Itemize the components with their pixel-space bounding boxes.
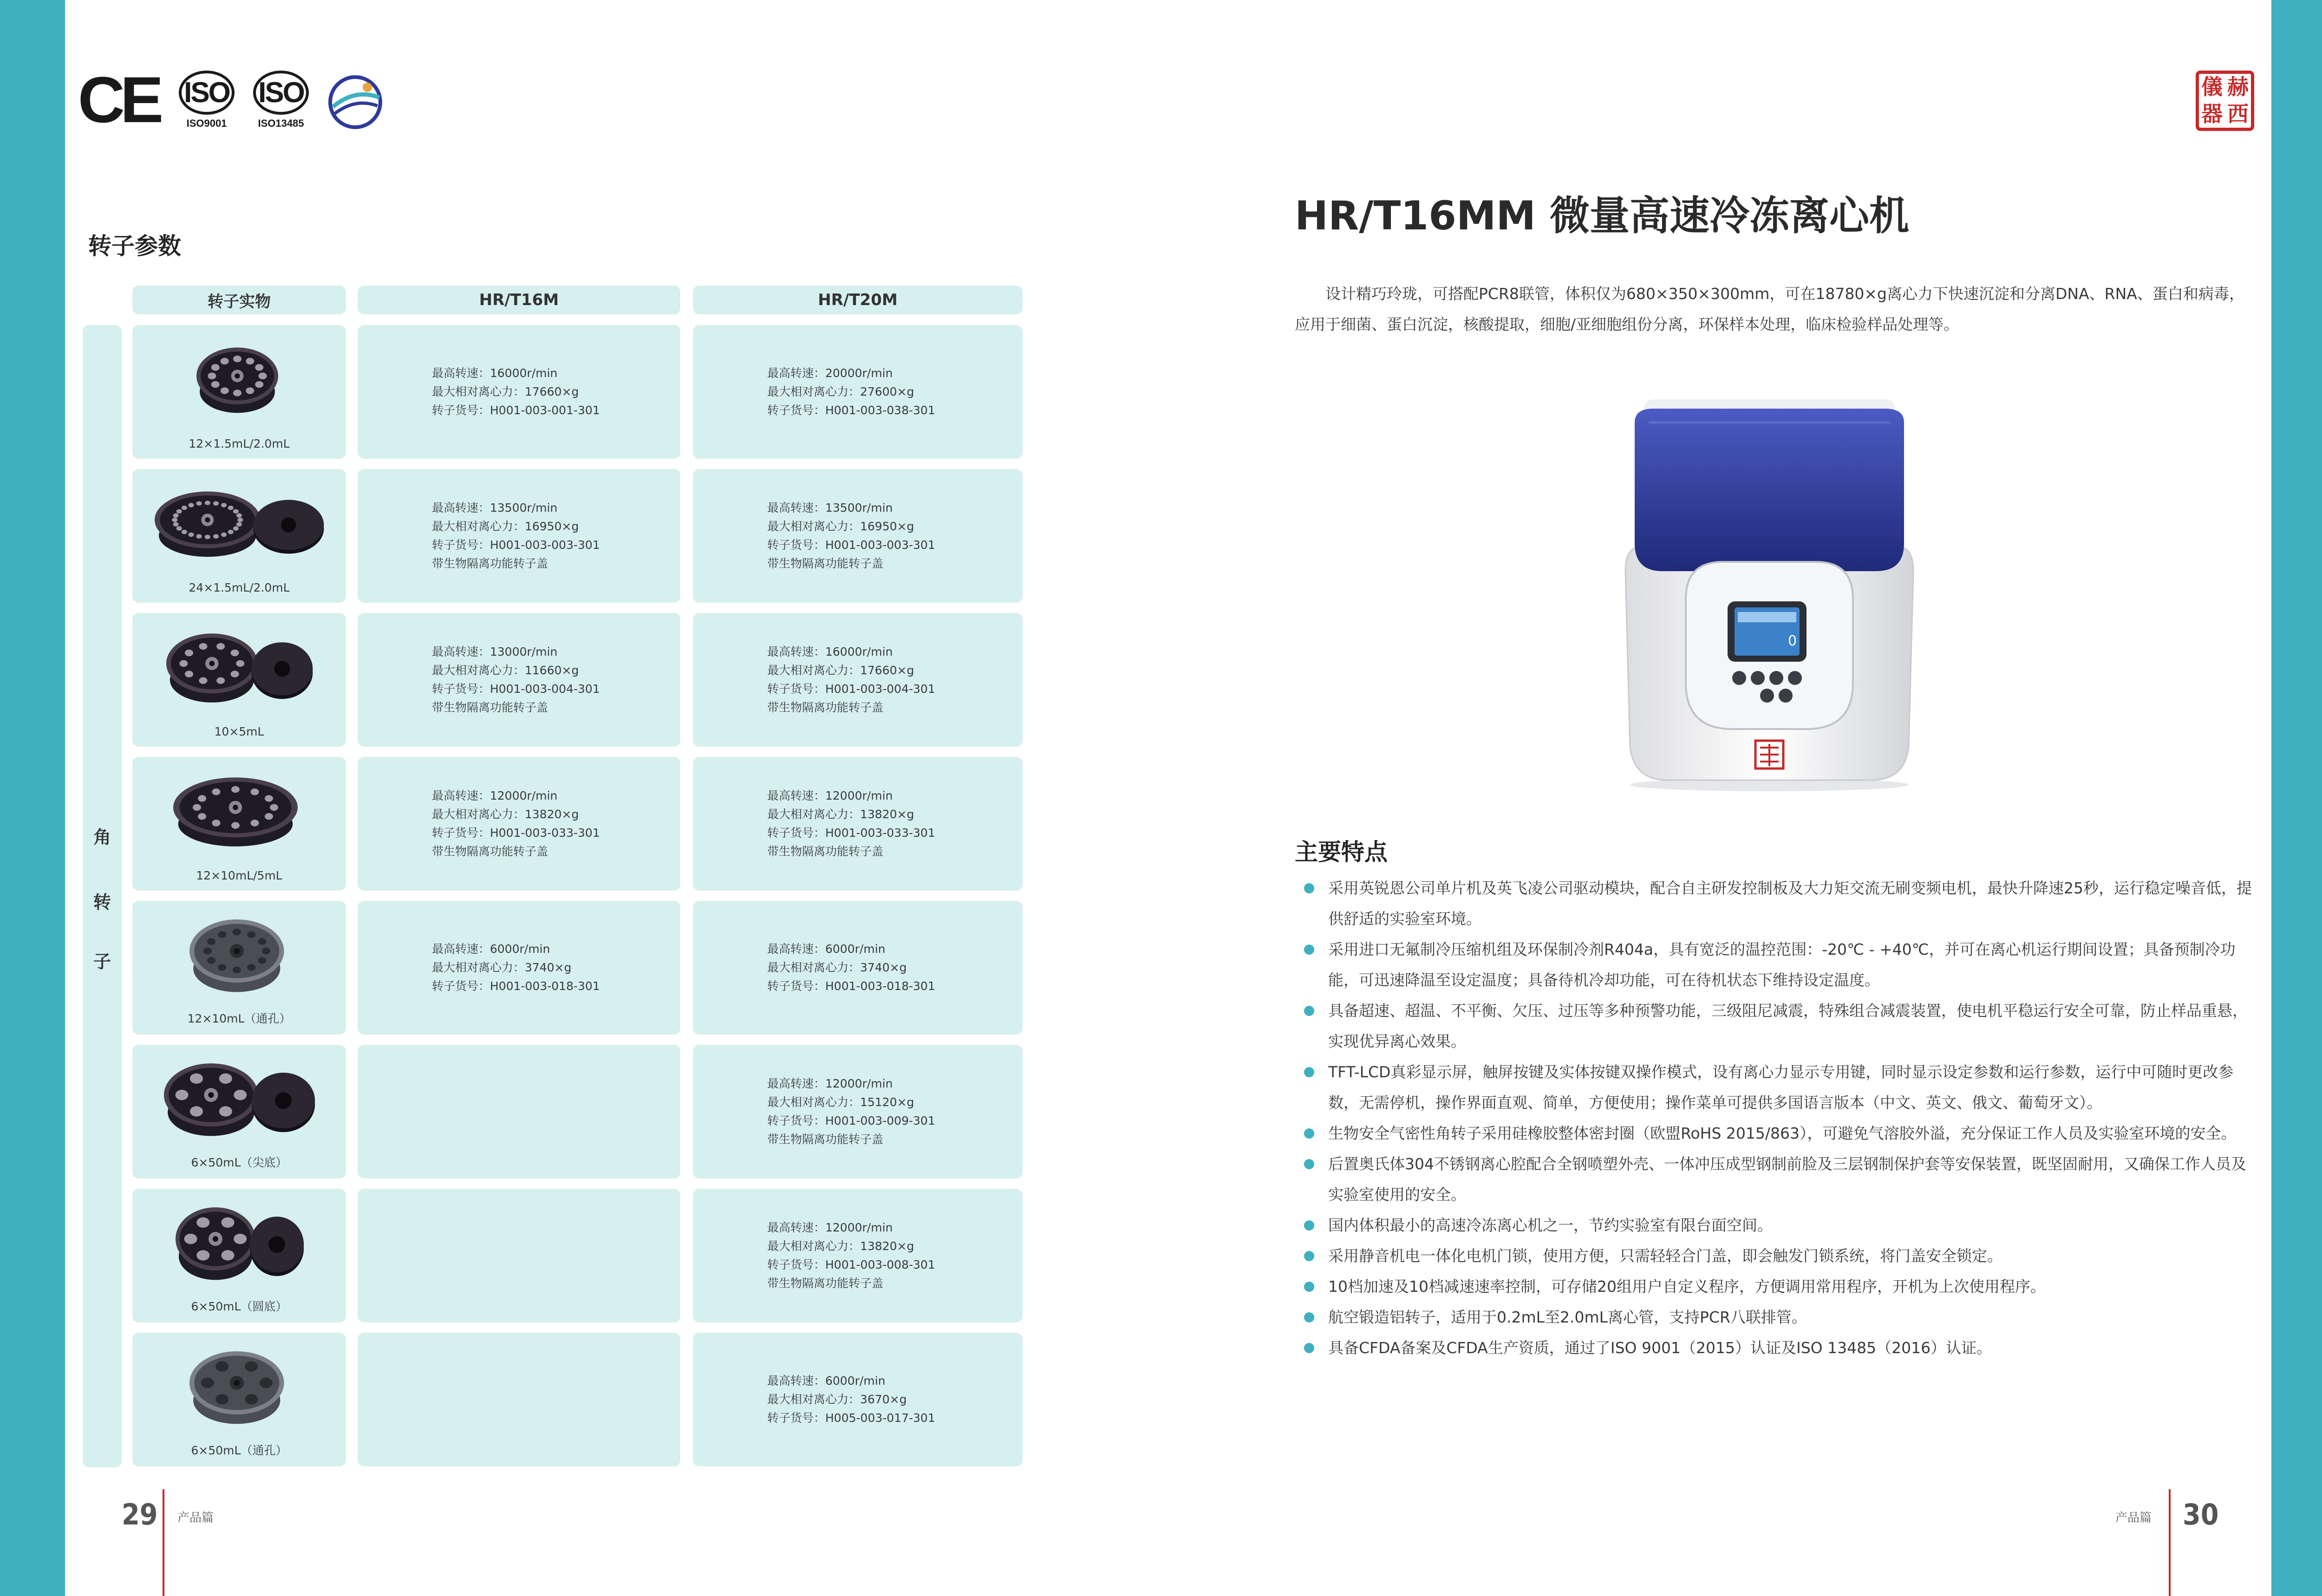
hr-t16m-specs — [432, 499, 676, 573]
rotor-capacity-caption: 12×10mL/5mL — [196, 869, 282, 882]
hr-t20m-spec-cell — [693, 1045, 1023, 1179]
header-rotor-image: 转子实物 — [132, 286, 346, 314]
rotor-icon — [163, 626, 316, 715]
features-title: 主要特点 — [1295, 839, 1388, 866]
rotor-icon — [151, 485, 327, 568]
rotor-icon — [172, 1200, 307, 1293]
spec-line: 转子货号：H001-003-033-301 — [767, 826, 935, 840]
hr-t20m-specs — [767, 787, 1018, 861]
spec-line: 最高转速：13500r/min — [767, 501, 893, 515]
feature-item: 航空锻造铝转子，适用于0.2mL至2.0mL离心管，支持PCR八联排管。 — [1304, 1302, 2256, 1333]
header-hr-t16m: HR/T16M — [358, 286, 680, 314]
spec-line: 最大相对离心力：16950×g — [432, 520, 579, 533]
hr-t16m-spec-cell — [358, 757, 680, 891]
centrifuge-product-image — [1616, 395, 1923, 794]
spec-line: 转子货号：H001-003-001-301 — [432, 404, 600, 417]
feature-item: TFT-LCD真彩显示屏，触屏按键及实体按键双操作模式，设有离心力显示专用键，同时显示设定参数和运行参数，运行中可随时更改参数，无需停机，操作界面直观、简单，方便使用；操作菜单可提供多国语言版本（中文、英文、俄文、葡萄牙文）。 — [1304, 1057, 2256, 1118]
product-intro: 设计精巧玲珑，可搭配PCR8联管，体积仅为680×350×300mm，可在18780×g离心力下快速沉淀和分离DNA、RNA、蛋白和病毒，应用于细菌、蛋白沉淀，核酸提取，细胞/亚细胞组份分离，环保样本处理，临床检验样品处理等。 — [1295, 285, 2244, 333]
feature-item: 后置奥氏体304不锈钢离心腔配合全钢喷塑外壳、一体冲压成型钢制前脸及三层钢制保护套等安保装置，既坚固耐用，又确保工作人员及实验室使用的安全。 — [1304, 1149, 2256, 1210]
spec-line: 最高转速：13000r/min — [432, 645, 558, 658]
spec-line: 最大相对离心力：3670×g — [767, 1393, 907, 1406]
hr-t20m-specs — [767, 643, 1018, 717]
page-number-right: 30 — [2183, 1498, 2219, 1531]
left-margin-band — [0, 0, 65, 1596]
rotor-capacity-caption: 6×50mL（尖底） — [191, 1156, 287, 1169]
hr-t16m-specs — [432, 787, 676, 861]
rotor-image-cell — [132, 1333, 346, 1466]
spec-line: 最大相对离心力：13820×g — [432, 808, 579, 821]
hr-t20m-specs — [767, 499, 1018, 573]
rotor-icon — [193, 341, 286, 424]
spec-line: 带生物隔离功能转子盖 — [432, 701, 548, 714]
feature-item: 具备CFDA备案及CFDA生产资质，通过了ISO 9001（2015）认证及ISO 13485（2016）认证。 — [1304, 1333, 2256, 1363]
spec-line: 最大相对离心力：13820×g — [767, 1239, 914, 1253]
feature-item: 10档加速及10档减速速率控制，可存储20组用户自定义程序，方便调用常用程序，开机为上次使用程序。 — [1304, 1271, 2256, 1302]
spec-line: 转子货号：H005-003-017-301 — [767, 1411, 935, 1425]
spec-line: 转子货号：H001-003-004-301 — [767, 682, 935, 696]
spec-line: 最大相对离心力：27600×g — [767, 385, 914, 398]
rotor-icon — [186, 912, 293, 1005]
spec-line: 带生物隔离功能转子盖 — [767, 1277, 884, 1290]
seal-char: 器 — [2201, 101, 2223, 126]
side-label-char: 角 — [93, 827, 111, 847]
spec-line: 转子货号：H001-003-003-301 — [432, 538, 600, 552]
spec-line: 转子货号：H001-003-018-301 — [432, 979, 600, 993]
brand-seal-logo — [2196, 71, 2254, 131]
feature-item: 生物安全气密性角转子采用硅橡胶整体密封圈（欧盟RoHS 2015/863），可避免气溶胶外溢，充分保证工作人员及实验室环境的安全。 — [1304, 1118, 2256, 1149]
spec-line: 最大相对离心力：17660×g — [432, 385, 579, 398]
spec-line: 最高转速：6000r/min — [767, 1374, 886, 1388]
spec-line: 转子货号：H001-003-003-301 — [767, 538, 935, 552]
certification-logo-icon — [327, 74, 383, 130]
spec-line: 最高转速：20000r/min — [767, 366, 893, 380]
ce-mark-icon: CE — [78, 63, 159, 136]
hr-t20m-specs — [767, 1075, 1018, 1149]
spec-line: 转子货号：H001-003-038-301 — [767, 404, 935, 417]
hr-t20m-spec-cell — [693, 613, 1023, 747]
header-hr-t20m: HR/T20M — [693, 286, 1023, 314]
rotor-capacity-caption: 12×1.5mL/2.0mL — [189, 437, 290, 450]
iso-caption: ISO9001 — [186, 117, 227, 129]
spec-line: 最高转速：16000r/min — [767, 645, 893, 658]
rotor-capacity-caption: 12×10mL（通孔） — [187, 1012, 291, 1025]
hr-t16m-spec-cell — [358, 1045, 680, 1179]
right-margin-band — [2271, 0, 2322, 1596]
hr-t16m-specs — [432, 643, 676, 717]
hr-t20m-specs — [767, 1372, 1018, 1427]
iso-globe-icon: ISO — [253, 71, 309, 115]
rotor-image-cell — [132, 901, 346, 1035]
page-number-left: 29 — [122, 1498, 158, 1531]
seal-char: 赫 — [2227, 74, 2249, 99]
hr-t20m-specs — [767, 364, 1018, 420]
side-label-char: 转 — [93, 892, 111, 912]
spec-line: 最大相对离心力：3740×g — [767, 961, 907, 974]
spec-line: 带生物隔离功能转子盖 — [767, 701, 884, 714]
spec-line: 最高转速：16000r/min — [432, 366, 558, 380]
spec-line: 最高转速：12000r/min — [767, 1077, 893, 1090]
rotor-image-cell — [132, 325, 346, 459]
features-list — [1304, 873, 2256, 1363]
spec-line: 最高转速：6000r/min — [767, 942, 886, 956]
spec-line: 带生物隔离功能转子盖 — [432, 845, 548, 858]
hr-t20m-spec-cell — [693, 469, 1023, 603]
rotor-capacity-caption: 24×1.5mL/2.0mL — [189, 581, 290, 594]
spec-line: 最大相对离心力：17660×g — [767, 664, 914, 677]
hr-t16m-spec-cell — [358, 325, 680, 459]
iso9001-badge — [176, 70, 237, 130]
spec-line: 转子货号：H001-003-033-301 — [432, 826, 600, 840]
feature-item: 具备超速、超温、不平衡、欠压、过压等多种预警功能，三级阻尼减震，特殊组合减震装置，使电机平稳运行安全可靠，防止样品重悬，实现优异离心效果。 — [1304, 996, 2256, 1057]
hr-t16m-specs — [432, 940, 676, 996]
spec-line: 最大相对离心力：15120×g — [767, 1095, 914, 1109]
spec-line: 转子货号：H001-003-009-301 — [767, 1114, 935, 1127]
hr-t16m-spec-cell — [358, 1333, 680, 1466]
side-label-char: 子 — [93, 951, 111, 972]
feature-item: 采用英锐恩公司单片机及英飞凌公司驱动模块，配合自主研发控制板及大力矩交流无刷变频电机，最快升降速25秒，运行稳定噪音低，提供舒适的实验室环境。 — [1304, 873, 2256, 934]
spec-line: 最高转速：13500r/min — [432, 501, 558, 515]
spec-line: 转子货号：H001-003-008-301 — [767, 1258, 935, 1271]
rotor-capacity-caption: 10×5mL — [214, 725, 264, 738]
hr-t16m-specs — [432, 364, 676, 420]
hr-t20m-spec-cell — [693, 757, 1023, 891]
spec-line: 最大相对离心力：11660×g — [432, 664, 579, 677]
rotor-capacity-caption: 6×50mL（通孔） — [191, 1444, 287, 1457]
rotor-image-cell — [132, 613, 346, 747]
rotor-capacity-caption: 6×50mL（圆底） — [191, 1300, 287, 1313]
footer-divider — [2169, 1489, 2171, 1596]
rotor-image-cell — [132, 1189, 346, 1322]
rotor-params-title: 转子参数 — [88, 233, 181, 260]
spec-line: 最高转速：6000r/min — [432, 942, 550, 956]
hr-t16m-spec-cell — [358, 1189, 680, 1322]
hr-t16m-spec-cell — [358, 901, 680, 1035]
rotor-icon — [160, 1056, 318, 1149]
spec-line: 带生物隔离功能转子盖 — [432, 557, 548, 570]
hr-t16m-spec-cell — [358, 613, 680, 747]
hr-t20m-specs — [767, 1218, 1018, 1293]
spec-line: 带生物隔离功能转子盖 — [767, 1133, 884, 1146]
spec-line: 最高转速：12000r/min — [767, 1221, 893, 1234]
hr-t20m-spec-cell — [693, 901, 1023, 1035]
footer-label-left: 产品篇 — [177, 1511, 214, 1525]
hr-t20m-spec-cell — [693, 1333, 1023, 1466]
spec-line: 转子货号：H001-003-018-301 — [767, 979, 935, 993]
hr-t16m-spec-cell — [358, 469, 680, 603]
spec-line: 最高转速：12000r/min — [767, 789, 893, 802]
rotor-icon — [186, 1344, 293, 1437]
footer-label-right: 产品篇 — [2115, 1511, 2152, 1525]
hr-t20m-spec-cell — [693, 325, 1023, 459]
seal-char: 儀 — [2201, 74, 2223, 99]
feature-item: 采用静音机电一体化电机门锁，使用方便，只需轻轻合门盖，即会触发门锁系统，将门盖安全锁定。 — [1304, 1241, 2256, 1271]
svg-text:0: 0 — [1788, 633, 1797, 649]
rotor-image-cell — [132, 469, 346, 603]
seal-char: 西 — [2227, 101, 2249, 126]
hr-t20m-specs — [767, 940, 1018, 996]
rotor-icon — [170, 770, 309, 859]
hr-t20m-spec-cell — [693, 1189, 1023, 1322]
iso-caption: ISO13485 — [258, 117, 304, 129]
spec-line: 带生物隔离功能转子盖 — [767, 557, 884, 570]
footer-divider — [163, 1489, 164, 1596]
spec-line: 最大相对离心力：3740×g — [432, 961, 572, 974]
product-title: HR/T16MM 微量高速冷冻离心机 — [1295, 193, 1910, 239]
spec-line: 带生物隔离功能转子盖 — [767, 845, 884, 858]
spec-line: 转子货号：H001-003-004-301 — [432, 682, 600, 696]
feature-item: 采用进口无氟制冷压缩机组及环保制冷剂R404a，具有宽泛的温控范围：-20℃ - +40℃，并可在离心机运行期间设置；具备预制冷功能，可迅速降温至设定温度；具备待机冷却功能，可在待机状态下维持设定温度。 — [1304, 934, 2256, 996]
rotor-image-cell — [132, 757, 346, 891]
rotor-image-cell — [132, 1045, 346, 1179]
iso-globe-icon: ISO — [179, 71, 235, 115]
iso13485-badge — [251, 70, 311, 130]
spec-line: 最大相对离心力：13820×g — [767, 808, 914, 821]
feature-item: 国内体积最小的高速冷冻离心机之一，节约实验室有限台面空间。 — [1304, 1210, 2256, 1241]
spec-line: 最高转速：12000r/min — [432, 789, 558, 802]
spec-line: 最大相对离心力：16950×g — [767, 520, 914, 533]
